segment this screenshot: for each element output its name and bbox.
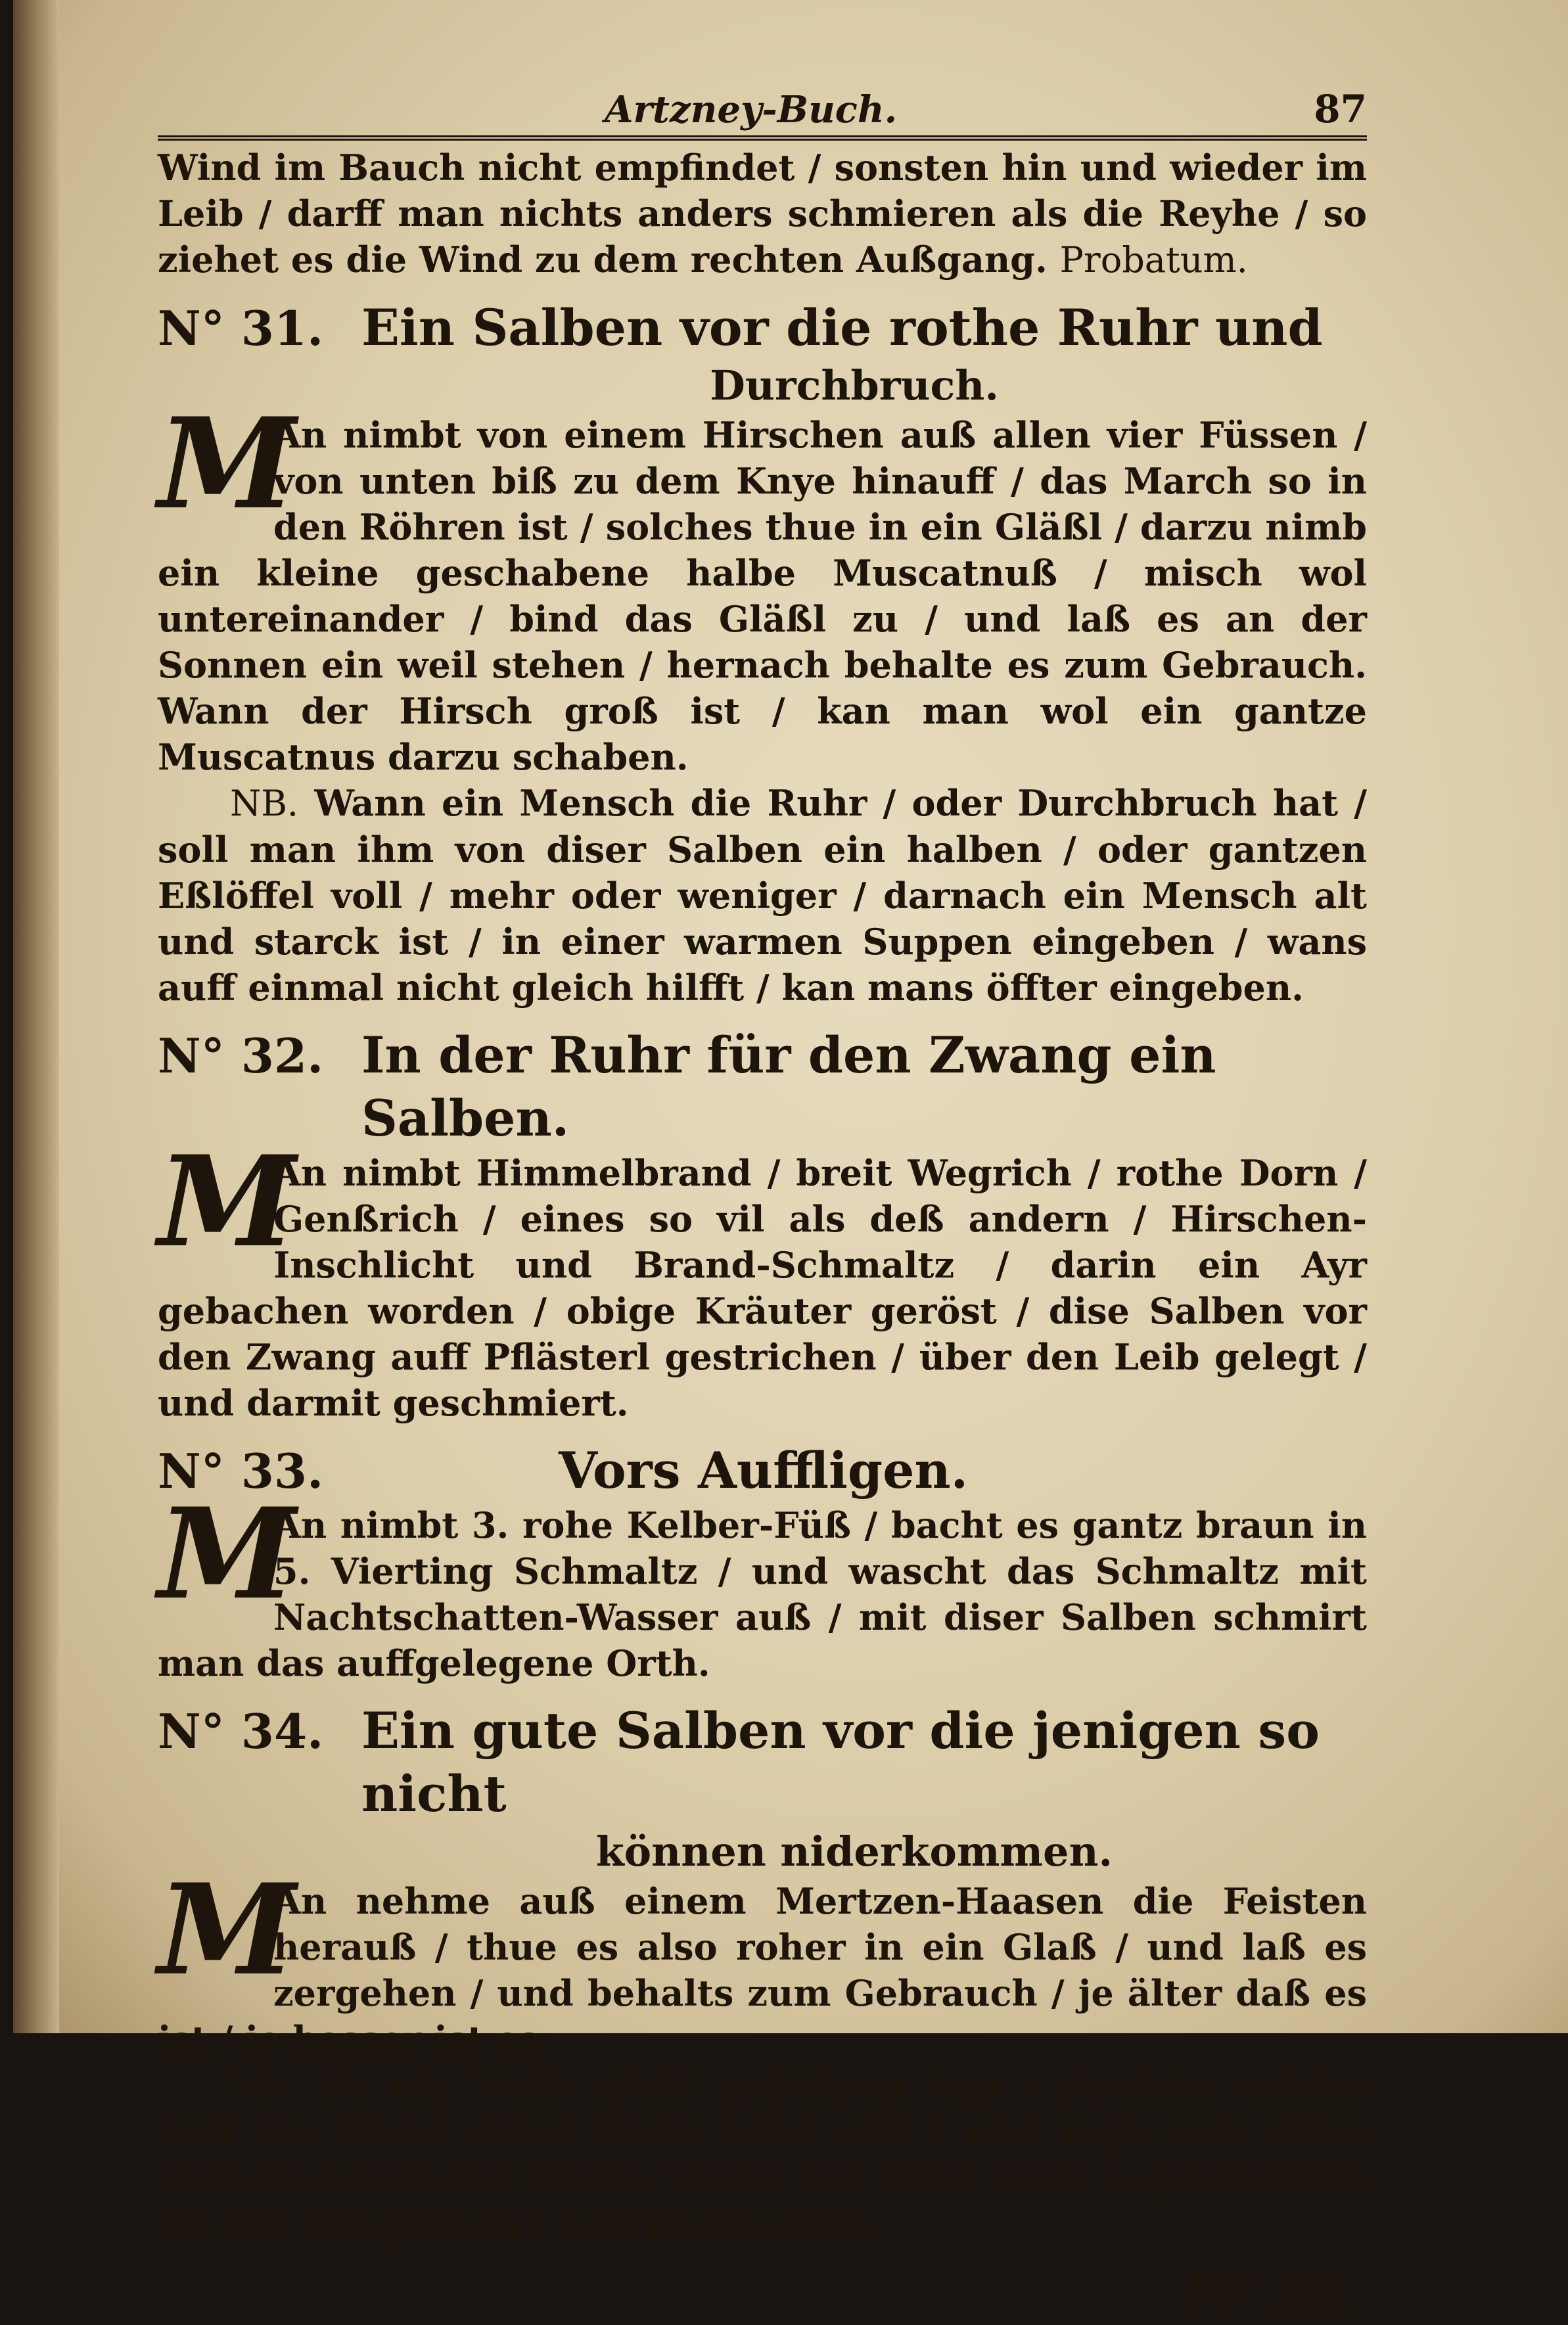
nota-bene-text: Wann ein Mensch die Ruhr / oder Durchbruch hat / soll man ihm von diser Salben ein halben / oder gantzen Eßlöffel voll / mehr oder weniger / darnach ein Mensch alt und starck ist / in einer warmen Suppen eingeben / wans auff einmal nicht gleich hilfft / kan mans öffter eingeben. bbox=[158, 782, 1367, 1009]
section-body bbox=[158, 1856, 1367, 2062]
page-header bbox=[158, 85, 1367, 131]
nota-bene-text: So ein Weib nicht gebähren kan / streiche solche auff ein Tüchl einer Hand breit auff / und legs dem Weib auff die Lend wol hinab / wann das Kind auch angewachsen ist / so ledigets ab / und ist bewehrt. bbox=[158, 2064, 1367, 2245]
section-body bbox=[158, 390, 1367, 780]
section-body-text: An nimbt 3. rohe Kelber-Füß / bacht es gantz braun in 5. Vierting Schmaltz / und wascht das Schmaltz mit Nachtschatten-Wasser auß / mit diser Salben schmirt man das auffgelegene Orth. bbox=[158, 1504, 1367, 1684]
section-body-text: An nehme auß einem Mertzen-Haasen die Feisten herauß / thue es also roher in ein Glaß / und laß es zergehen / und behalts zum Gebrauch / je älter daß es ist / je besser ist es. bbox=[158, 1880, 1367, 2060]
section-title: Vors Auffligen. bbox=[559, 1441, 969, 1500]
page-gutter-shadow bbox=[13, 0, 59, 2033]
recipe-section-33 bbox=[158, 1439, 1367, 1686]
section-title: Ein gute Salben vor die jenigen so nicht bbox=[361, 1701, 1320, 1823]
section-heading bbox=[158, 1699, 1367, 1826]
catchword: N° 35. bbox=[1185, 2267, 1360, 2325]
nota-bene-paragraph bbox=[158, 2062, 1367, 2247]
book-page bbox=[13, 0, 1568, 2325]
recipe-section-31 bbox=[158, 296, 1367, 1011]
nota-bene-paragraph bbox=[158, 780, 1367, 1011]
section-body-text: An nimbt von einem Hirschen auß allen vier Füssen / von unten biß zu dem Knye hinauff / das March so in den Röhren ist / solches thue in ein Gläßl / darzu nimb ein kleine geschabene halbe Muscatnuß / misch wol untereinander / bind das Gläßl zu / und laß es an der Sonnen ein weil stehen / hernach behalte es zum Gebrauch. Wann der Hirsch groß ist / kan man wol ein gantze Muscatnus darzu schaben. bbox=[158, 414, 1367, 778]
intro-probatum: Probatum. bbox=[1059, 239, 1248, 281]
dropcap-initial: M bbox=[158, 1128, 296, 1275]
nota-bene-label: NB. bbox=[230, 2065, 299, 2106]
section-title: In der Ruhr für den Zwang ein Salben. bbox=[361, 1026, 1216, 1147]
section-number: N° 33. bbox=[158, 1443, 324, 1499]
header-rule bbox=[158, 135, 1367, 141]
section-body bbox=[158, 1128, 1367, 1426]
page-content bbox=[158, 85, 1367, 2325]
section-number: N° 32. bbox=[158, 1028, 324, 1084]
running-head: Artzney-Buch. bbox=[605, 88, 898, 131]
section-heading bbox=[158, 296, 1367, 359]
section-number: N° 31. bbox=[158, 300, 324, 356]
section-body-text: An nimbt Himmelbrand / breit Wegrich / rothe Dorn / Genßrich / eines so vil als deß andern / Hirschen-Inschlicht und Brand-Schmaltz / darin ein Ayr gebachen worden / obige Kräuter geröst / dise Salben vor den Zwang auff Pflästerl gestrichen / über den Leib gelegt / und darmit geschmiert. bbox=[158, 1152, 1367, 1424]
section-heading bbox=[158, 1024, 1367, 1150]
dropcap-initial: M bbox=[158, 1856, 296, 2003]
section-title-continued: Durchbruch. bbox=[710, 361, 999, 409]
section-number: N° 34. bbox=[158, 1703, 324, 1759]
nota-bene-label: NB. bbox=[230, 783, 299, 824]
dropcap-initial: M bbox=[158, 1481, 296, 1627]
page-number: 87 bbox=[1314, 87, 1367, 131]
dropcap-initial: M bbox=[158, 390, 296, 537]
recipe-section-34 bbox=[158, 1699, 1367, 2247]
section-heading bbox=[158, 1439, 1367, 1502]
intro-paragraph bbox=[158, 145, 1367, 283]
section-body bbox=[158, 1481, 1367, 1686]
recipe-section-32 bbox=[158, 1024, 1367, 1426]
intro-text: Wind im Bauch nicht empfindet / sonsten hin und wieder im Leib / darff man nichts anders schmieren als die Reyhe / so ziehet es die Wind zu dem rechten Außgang. bbox=[158, 147, 1367, 281]
section-title-continued: können niderkommen. bbox=[595, 1828, 1113, 1876]
section-title: Ein Salben vor die rothe Ruhr und bbox=[361, 298, 1323, 357]
